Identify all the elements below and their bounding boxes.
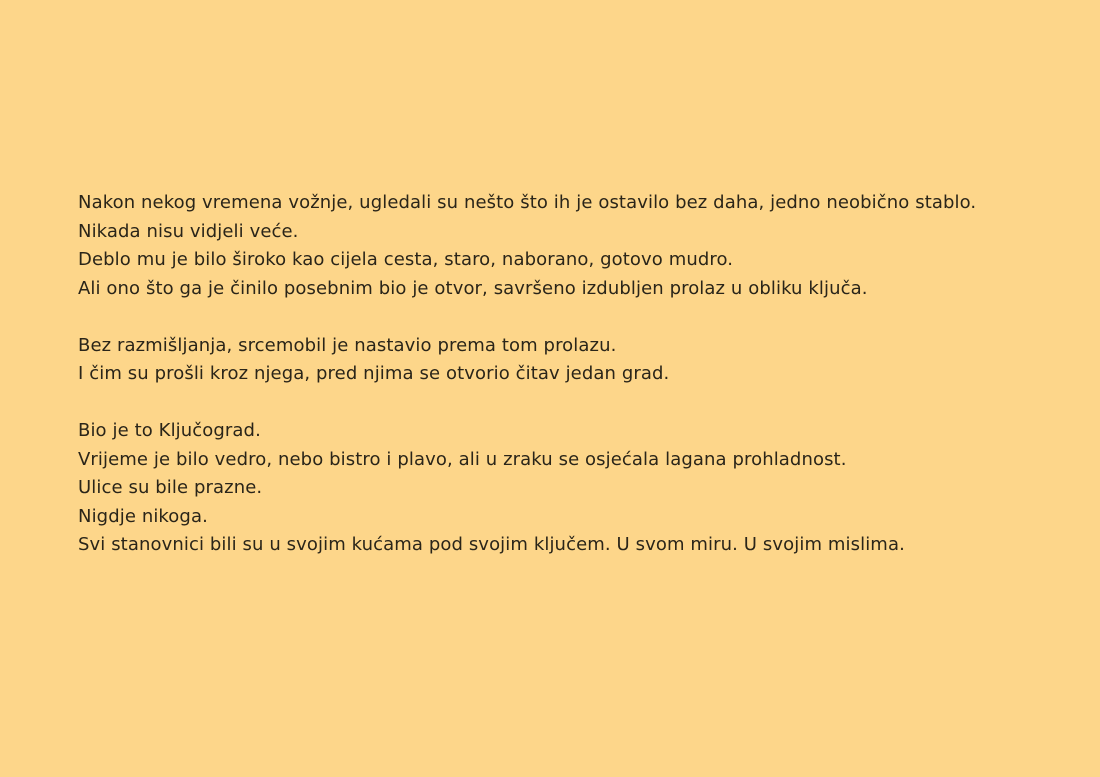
paragraph-passage	[78, 332, 1028, 389]
story-line: Vrijeme je bilo vedro, nebo bistro i plavo, ali u zraku se osjećala lagana prohladnost.	[78, 448, 847, 470]
story-line: Ulice su bile prazne.	[78, 477, 263, 498]
story-line: Bio je to Ključograd.	[78, 420, 261, 441]
story-line: Nikada nisu vidjeli veće.	[78, 220, 299, 242]
story-line: Deblo mu je bilo široko kao cijela cesta, staro, naborano, gotovo mudro.	[78, 249, 734, 270]
story-text	[78, 189, 1028, 560]
story-line: Nigdje nikoga.	[78, 505, 208, 527]
story-line: Ali ono što ga je činilo posebnim bio je otvor, savršeno izdubljen prolaz u obliku ključa.	[78, 277, 868, 299]
paragraph-city	[78, 417, 1028, 560]
paragraph-tree	[78, 189, 1028, 303]
story-line: I čim su prošli kroz njega, pred njima se otvorio čitav jedan grad.	[78, 363, 670, 384]
story-line: Svi stanovnici bili su u svojim kućama pod svojim ključem. U svom miru. U svojim mislima.	[78, 534, 905, 555]
story-line: Nakon nekog vremena vožnje, ugledali su nešto što ih je ostavilo bez daha, jedno neobično stablo.	[78, 192, 977, 213]
story-line: Bez razmišljanja, srcemobil je nastavio prema tom prolazu.	[78, 334, 617, 356]
